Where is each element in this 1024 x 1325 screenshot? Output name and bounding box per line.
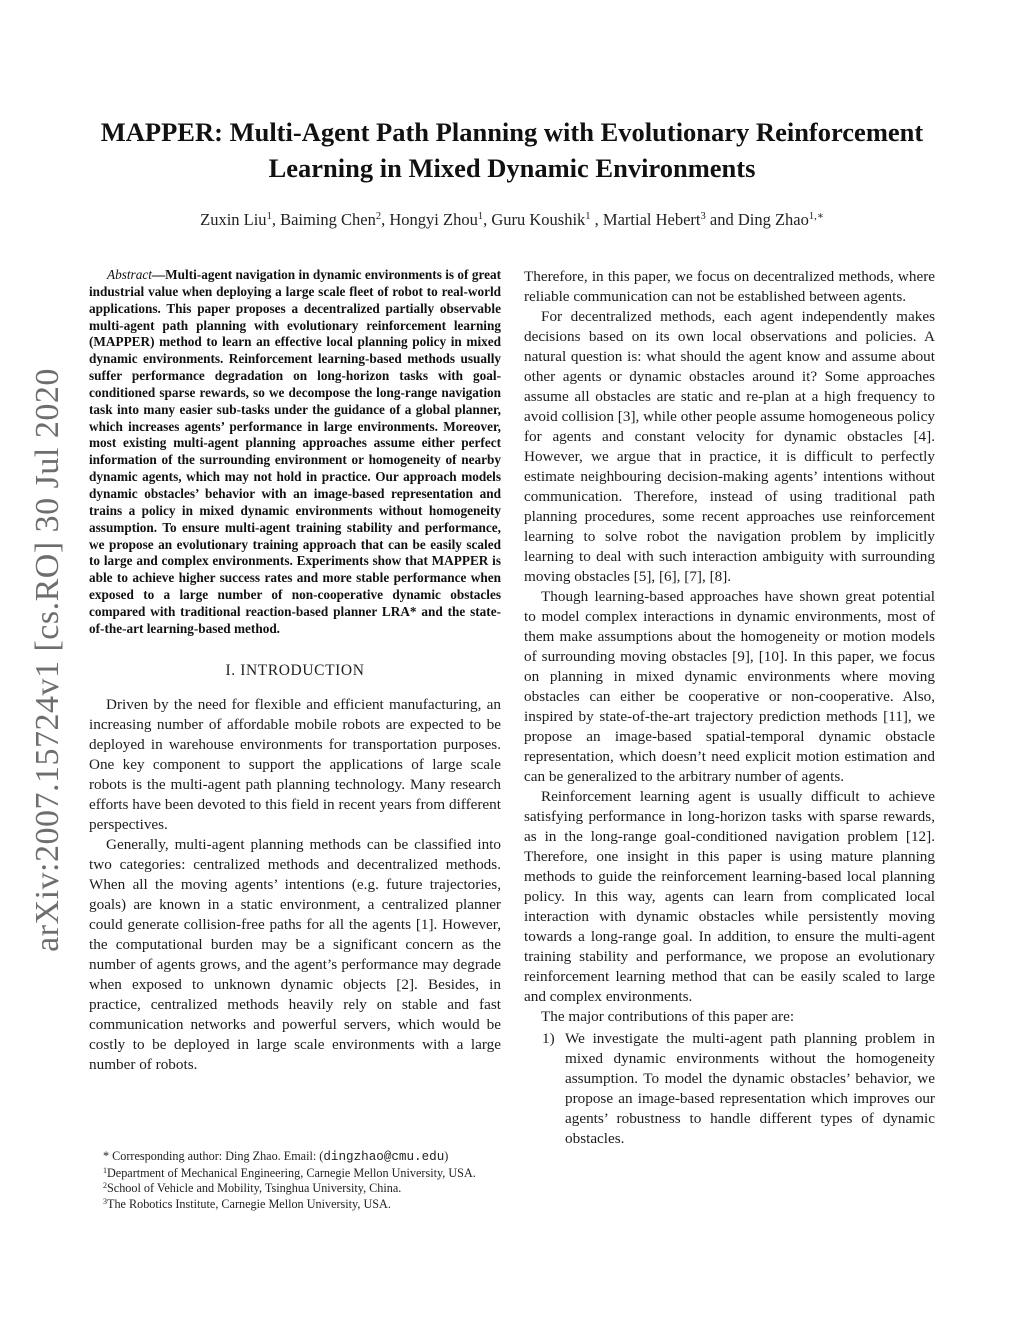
corresponding-author-footnote xyxy=(89,1149,501,1166)
author-name: Zuxin Liu xyxy=(200,210,267,229)
affiliation-mark: 3 xyxy=(103,1196,107,1206)
corresponding-suffix: ) xyxy=(444,1149,449,1163)
body-paragraph: Driven by the need for flexible and efficient manufacturing, an increasing number of affordable mobile robots are expected to be deployed in warehouse environments for transportation purposes. One key component to support the applications of large scale robots is the multi-agent path planning technology. Many research efforts have been devoted to this field in recent years from different perspectives. xyxy=(89,695,501,833)
author-name: Martial Hebert xyxy=(602,210,701,229)
abstract-label: Abstract xyxy=(107,267,152,282)
contributions-list xyxy=(524,1029,935,1149)
author-separator: , xyxy=(381,210,390,229)
body-paragraph: Reinforcement learning agent is usually difficult to achieve satisfying performance in long-horizon tasks with sparse rewards, as in the long-range goal-conditioned navigation problem [12]. Therefore, one insight in this paper is using mature planning methods to guide the reinforcement learning-based local planning policy. In this way, agents can learn from complicated local interaction with dynamic obstacles while persistently moving towards a long-range goal. In addition, to ensure the multi-agent training stability and performance, we propose an evolutionary reinforcement learning method that can be easily scaled to large and complex environments. xyxy=(524,788,935,1005)
arxiv-sidebar-stamp xyxy=(26,360,70,960)
body-paragraph: For decentralized methods, each agent independently makes decisions based on its own local observations and policies. A natural question is: what should the agent know and assume about other agents or dynamic obstacles around it? Some approaches assume all obstacles are static and re-plan at a high frequency to avoid collision [3], while other people assume homogeneous policy for agents and constant velocity for dynamic obstacles [4]. However, we argue that in practice, it is difficult to perfectly estimate neighbouring decision-making agents’ intentions without communication. Therefore, instead of using traditional path planning procedures, some recent approaches use reinforcement learning to solve robot the navigation problem by implicitly learning to deal with such interaction ambiguity with surrounding moving obstacles [5], [6], [7], [8]. xyxy=(524,308,935,585)
author xyxy=(200,210,272,229)
contribution-number: 1) xyxy=(542,1030,555,1047)
author-affiliation-mark: 2 xyxy=(375,211,382,222)
contribution-item xyxy=(524,1029,935,1149)
author xyxy=(280,210,381,229)
author xyxy=(738,210,824,229)
body-paragraph: The major contributions of this paper are: xyxy=(541,1008,795,1025)
contribution-text: We investigate the multi-agent path planning problem in mixed dynamic environments without the homogeneity assumption. To model the dynamic obstacles’ behavior, we propose an image-based representation which improves our agents’ robustness to handle different types of dynamic obstacles. xyxy=(565,1030,935,1147)
right-column xyxy=(524,267,935,1149)
affiliation-text: School of Vehicle and Mobility, Tsinghua University, China. xyxy=(107,1181,402,1195)
author-affiliation-mark: 1 xyxy=(585,211,591,222)
abstract-dash: — xyxy=(151,267,166,282)
author-separator: and xyxy=(705,210,738,229)
author xyxy=(603,210,706,229)
abstract xyxy=(89,267,501,638)
author-name: Baiming Chen xyxy=(280,210,376,229)
author-separator: , xyxy=(271,210,281,229)
affiliation-footnote xyxy=(89,1181,501,1197)
body-paragraph: Though learning-based approaches have shown great potential to model complex interactions in dynamic environments, most of them make assumptions about the homogeneity or motion models of surrounding moving obstacles [9], [10]. In this paper, we focus on planning in mixed dynamic environments where moving obstacles can either be cooperative or non-cooperative. Also, inspired by state-of-the-art trajectory prediction methods [11], we propose an image-based spatial-temporal dynamic obstacle representation, which doesn’t need explicit motion estimation and can be generalized to the arbitrary number of agents. xyxy=(524,588,935,785)
author xyxy=(491,210,590,229)
paper-title xyxy=(80,114,944,186)
arxiv-identifier: arXiv:2007.15724v1 [cs.RO] 30 Jul 2020 xyxy=(29,368,66,952)
body-paragraph: Therefore, in this paper, we focus on decentralized methods, where reliable communication can not be established between agents. xyxy=(524,268,935,305)
abstract-text: Multi-agent navigation in dynamic environments is of great industrial value when deploying a large scale fleet of robot to real-world applications. This paper proposes a decentralized partially observable multi-agent path planning with evolutionary reinforcement learning (MAPPER) method to learn an effective local planning policy in mixed dynamic environments. Reinforcement learning-based methods usually suffer performance degradation on long-horizon tasks with goal-conditioned sparse rewards, so we decompose the long-range navigation task into many easier sub-tasks under the guidance of a global planner, which increases agents’ performance in large environments. Moreover, most existing multi-agent planning approaches assume either perfect information of the surrounding environment or homogeneity of nearby dynamic agents, which may not hold in practice. Our approach models dynamic obstacles’ behavior with an image-based representation and trains a policy in mixed dynamic environments without homogeneity assumption. To ensure multi-agent training stability and performance, we propose an evolutionary training approach that can be easily scaled to large and complex environments. Experiments show that MAPPER is able to achieve higher success rates and more stable performance when exposed to a large number of non-cooperative dynamic obstacles compared with traditional reaction-based planner LRA* and the state-of-the-art learning-based method. xyxy=(89,267,501,636)
author-name: Guru Koushik xyxy=(491,210,586,229)
section-heading-introduction: I. INTRODUCTION xyxy=(225,661,365,679)
title-line-1: MAPPER: Multi-Agent Path Planning with Evolutionary Reinforcement xyxy=(100,117,924,147)
author-separator: , xyxy=(590,210,603,229)
author-list xyxy=(90,207,934,233)
affiliation-footnote xyxy=(89,1166,501,1182)
body-paragraph: Generally, multi-agent planning methods can be classified into two categories: centralized methods and decentralized methods. When all the moving agents’ intentions (e.g. future trajectories, goals) are known in a static environment, a centralized planner could generate collision-free paths for all the agents [1]. However, the computational burden may be a significant concern as the number of agents grows, and the agent’s performance may degrade when exposed to unknown dynamic objects [2]. Besides, in practice, centralized methods heavily rely on stable and fast communication networks and powerful servers, which would be costly to be deployed in large scale environments with a large number of robots. xyxy=(89,835,501,1073)
footnotes xyxy=(89,1149,501,1212)
affiliation-text: The Robotics Institute, Carnegie Mellon University, USA. xyxy=(107,1196,391,1211)
author-affiliation-mark: 1,∗ xyxy=(808,211,824,222)
affiliation-text: Department of Mechanical Engineering, Carnegie Mellon University, USA. xyxy=(107,1165,476,1180)
author-name: Hongyi Zhou xyxy=(389,210,478,229)
left-column xyxy=(89,267,501,1075)
affiliation-mark: 1 xyxy=(103,1165,107,1175)
title-line-2: Learning in Mixed Dynamic Environments xyxy=(268,153,756,183)
corresponding-prefix: * Corresponding author: Ding Zhao. Email: ( xyxy=(103,1149,324,1163)
author-name: Ding Zhao xyxy=(737,210,809,229)
corresponding-email: dingzhao@cmu.edu xyxy=(323,1150,445,1164)
affiliation-footnote xyxy=(89,1197,501,1213)
affiliation-mark: 2 xyxy=(103,1181,107,1190)
author-affiliation-mark: 1 xyxy=(266,211,272,222)
author-separator: , xyxy=(483,210,492,229)
author xyxy=(389,210,483,229)
author-affiliation-mark: 1 xyxy=(477,211,484,222)
author-affiliation-mark: 3 xyxy=(700,211,706,222)
